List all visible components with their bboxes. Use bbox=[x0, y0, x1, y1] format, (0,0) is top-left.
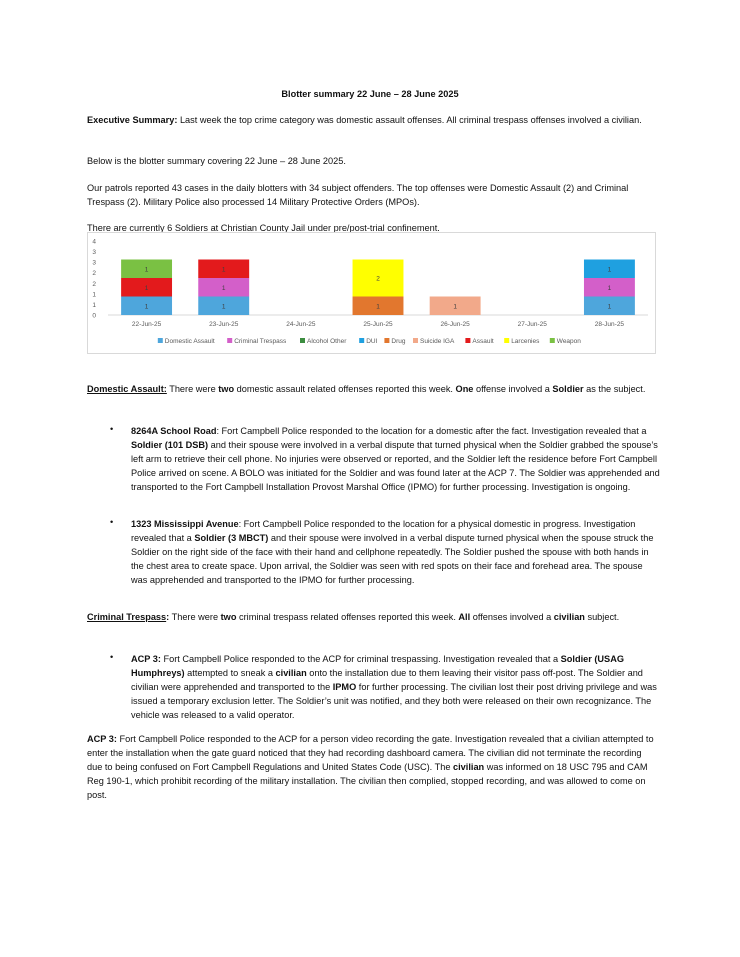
offense-bar-chart bbox=[88, 233, 655, 353]
legend-swatch bbox=[504, 338, 509, 343]
data-label: 1 bbox=[221, 284, 226, 292]
domestic-item-2: 1323 Mississippi Avenue: Fort Campbell Police responded to the location for a physical domestic in progress. Investigation revealed that a Soldier (3 MBCT) and their spouse were involved in a verbal dispute turned physical when the spouse struck the Soldier on the right side of the face with their hand and cellphone repeatedly. The Soldier pushed the spouse with both hands in the chest area to create space. Upon arrival, the Soldier was seen with red spots on their face and forehead area. The spouse was apprehended and transported to the IPMO for further processing. bbox=[131, 519, 654, 585]
y-tick-label: 2 bbox=[92, 270, 96, 278]
y-tick-label: 4 bbox=[92, 238, 96, 246]
criminal-trespass-heading: Criminal Trespass bbox=[87, 612, 167, 622]
data-label: 1 bbox=[607, 284, 612, 292]
legend-swatch bbox=[227, 338, 232, 343]
legend-swatch bbox=[158, 338, 163, 343]
bullet-dot: • bbox=[110, 517, 114, 527]
confinement-paragraph: There are currently 6 Soldiers at Christian County Jail under pre/post-trial confinement. bbox=[87, 223, 440, 233]
patrols-paragraph: Our patrols reported 43 cases in the daily blotters with 34 subject offenders. The top offenses were Domestic Assault (2) and Criminal Trespass (2). Military Police also processed 14 Military Protective Orders (MPOs). bbox=[87, 183, 629, 207]
legend-label: Larcenies bbox=[511, 338, 540, 345]
location-label: ACP 3: bbox=[87, 734, 117, 744]
domestic-item-1: 8264A School Road: Fort Campbell Police responded to the location for a domestic after the fact. Investigation revealed that a Soldier (101 DSB) and their spouse were involved in a verbal dispute that turned physical when the Soldier grabbed the spouse’s left arm to retrieve their cell phone. No injuries were observed or reported, and the Soldier left the residence before Fort Campbell Police arrived on scene. A BOLO was initiated for the Soldier and was found later at the ACP 7. The Soldier was apprehended and transported to the Fort Campbell Installation Provost Marshal Office (IPMO) for further processing. Investigation is ongoing. bbox=[131, 426, 660, 492]
data-label: 1 bbox=[376, 303, 380, 311]
legend-swatch bbox=[300, 338, 305, 343]
y-tick-label: 1 bbox=[92, 301, 96, 309]
legend-label: Suicide IGA bbox=[420, 338, 455, 345]
executive-summary bbox=[87, 113, 659, 127]
x-tick-label: 28-Jun-25 bbox=[594, 321, 625, 328]
domestic-assault-heading: Domestic Assault: bbox=[87, 384, 167, 394]
legend-swatch bbox=[465, 338, 470, 343]
executive-summary-label: Executive Summary: bbox=[87, 115, 178, 125]
legend-label: Assault bbox=[472, 338, 494, 345]
x-tick-label: 24-Jun-25 bbox=[286, 321, 316, 328]
location-label: ACP 3: bbox=[131, 654, 161, 664]
x-tick-label: 22-Jun-25 bbox=[131, 321, 162, 328]
legend-label: Alcohol Other bbox=[307, 338, 347, 345]
legend-swatch bbox=[550, 338, 555, 343]
legend-label: Weapon bbox=[556, 338, 581, 345]
data-label: 1 bbox=[144, 303, 149, 311]
data-label: 2 bbox=[376, 275, 380, 283]
data-label: 1 bbox=[221, 266, 226, 274]
location-label: 8264A School Road bbox=[131, 426, 217, 436]
acp-paragraph: ACP 3: Fort Campbell Police responded to the ACP for a person video recording the gate. Investigation revealed that a civilian attempted to enter the installation when the gate guard noticed that they had recording dashboard camera. The civilian did not terminate the recording due to being confused on Fort Campbell Regulations and United States Code (USC). The civilian was informed on 18 USC 795 and CAM Reg 190-1, which prohibit recording of the military installation. The civilian then complied, stopped recording, and was allowed to come on post. bbox=[87, 734, 654, 800]
legend-label: Drug bbox=[391, 338, 406, 345]
chart-container bbox=[87, 232, 656, 354]
bullet-dot: • bbox=[110, 424, 114, 434]
data-label: 1 bbox=[607, 266, 612, 274]
data-label: 1 bbox=[453, 303, 457, 311]
legend-label: Domestic Assault bbox=[164, 338, 215, 345]
data-label: 1 bbox=[607, 303, 612, 311]
legend-swatch bbox=[413, 338, 418, 343]
data-label: 1 bbox=[144, 284, 149, 292]
executive-summary-text: Last week the top crime category was domestic assault offenses. All criminal trespass offenses involved a civilian. bbox=[177, 115, 642, 125]
y-tick-label: 0 bbox=[92, 312, 96, 320]
legend-label: DUI bbox=[366, 338, 378, 345]
y-tick-label: 2 bbox=[92, 280, 96, 288]
x-tick-label: 27-Jun-25 bbox=[517, 321, 547, 328]
y-tick-label: 3 bbox=[92, 259, 96, 267]
y-tick-label: 3 bbox=[92, 249, 96, 257]
x-tick-label: 23-Jun-25 bbox=[209, 321, 239, 328]
y-tick-label: 1 bbox=[92, 291, 96, 299]
trespass-item-1: ACP 3: Fort Campbell Police responded to the ACP for criminal trespassing. Investigation revealed that a Soldier (USAG Humphreys) attempted to sneak a civilian onto the installation due to them leaving their visitor pass off-post. The Soldier and civilian were apprehended and transported to the IPMO for further processing. The civilian lost their post driving privilege and was issued a temporary exclusion letter. The Soldier’s unit was notified, and they both were released on their own recognizance. The vehicle was released to a valid operator. bbox=[131, 654, 657, 720]
data-label: 1 bbox=[144, 266, 149, 274]
x-tick-label: 26-Jun-25 bbox=[440, 321, 470, 328]
location-label: 1323 Mississippi Avenue bbox=[131, 519, 239, 529]
legend-swatch bbox=[384, 338, 389, 343]
legend-label: Criminal Trespass bbox=[234, 338, 287, 345]
bullet-dot: • bbox=[110, 652, 114, 662]
criminal-trespass-intro: Criminal Trespass: There were two criminal trespass related offenses reported this week. All offenses involved a civilian subject. bbox=[87, 612, 620, 622]
summary-line: Below is the blotter summary covering 22 June – 28 June 2025. bbox=[87, 156, 346, 166]
data-label: 1 bbox=[221, 303, 226, 311]
page-title: Blotter summary 22 June – 28 June 2025 bbox=[281, 89, 459, 99]
domestic-assault-intro: Domestic Assault: There were two domestic assault related offenses reported this week. One offense involved a Soldier as the subject. bbox=[87, 384, 646, 394]
legend-swatch bbox=[359, 338, 364, 343]
x-tick-label: 25-Jun-25 bbox=[363, 321, 393, 328]
